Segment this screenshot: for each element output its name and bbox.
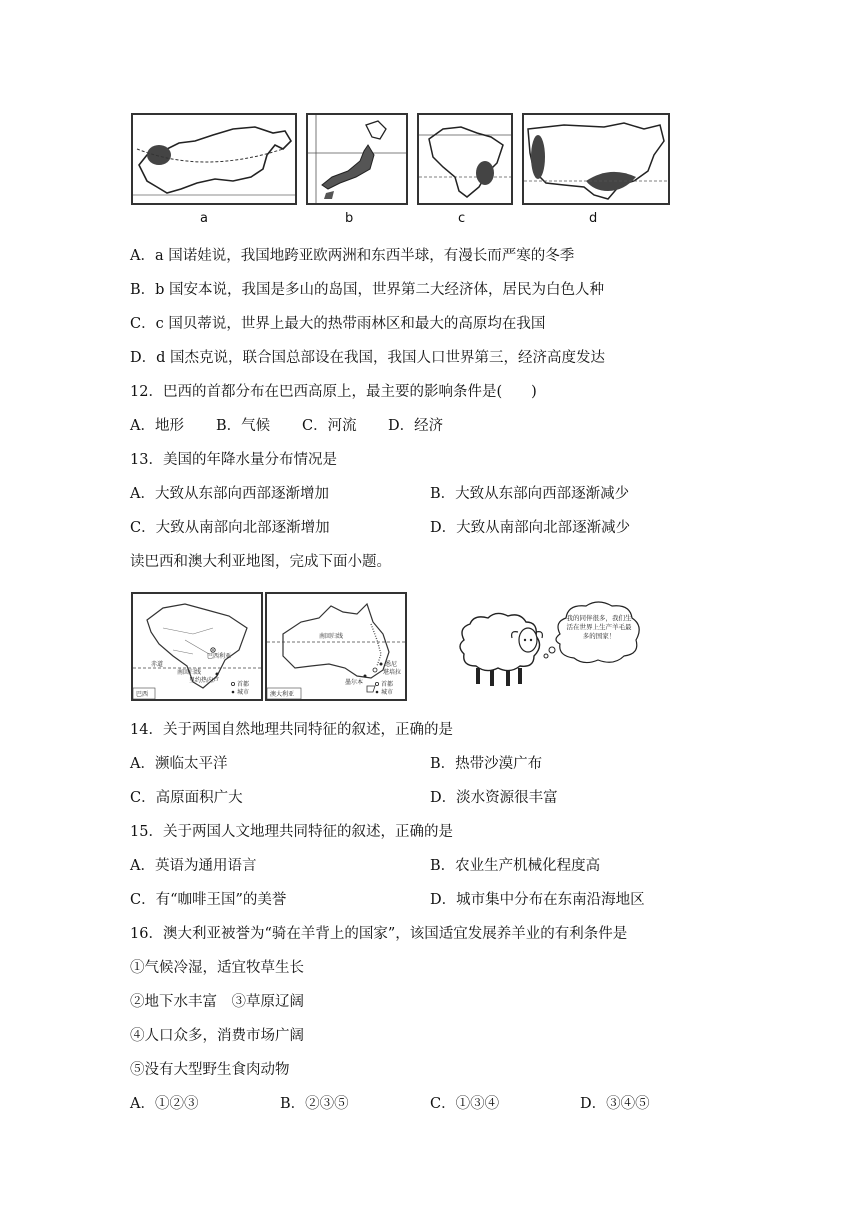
q13-stem: 13．美国的年降水量分布情况是 (130, 452, 337, 468)
q12-stem: 12．巴西的首都分布在巴西高原上，最主要的影响条件是( ) (130, 384, 537, 400)
australia-map-name: 澳大利亚 (270, 691, 295, 698)
australia-label-canberra: 堪培拉 (383, 669, 402, 676)
australia-detail-figure (267, 594, 405, 699)
japan-map-figure (308, 115, 406, 203)
q13-option-a: A．大致从东部向西部逐渐增加 (130, 486, 329, 502)
q15-option-c: C．有“咖啡王国”的美誉 (130, 892, 287, 908)
q11-option-c: C．c 国贝蒂说，世界上最大的热带雨林区和最大的高原均在我国 (130, 316, 546, 332)
map-d-usa (522, 113, 670, 205)
brazil-detail-figure (133, 594, 261, 699)
q12-option-a: A．地形 (130, 418, 184, 434)
map-b-japan (306, 113, 408, 205)
australia-label-sydney: 悉尼 (385, 661, 398, 668)
q11-option-a: A．a 国诺娃说，我国地跨亚欧两洲和东西半球，有漫长而严寒的冬季 (130, 248, 575, 264)
q16-option-a: A．①②③ (130, 1096, 199, 1112)
russia-map-figure (133, 115, 295, 203)
q16-item-1: ①气候冷湿，适宜牧草生长 (130, 960, 304, 976)
q14-option-d: D．淡水资源很丰富 (430, 790, 558, 806)
q14-option-c: C．高原面积广大 (130, 790, 243, 806)
q13-option-b: B．大致从东部向西部逐渐减少 (430, 486, 630, 502)
map-label-a: a (200, 211, 208, 226)
usa-map-figure (524, 115, 668, 203)
q16-item-4: ④人口众多，消费市场广阔 (130, 1028, 304, 1044)
brazil-label-capital: 巴西利亚 (207, 653, 232, 660)
q11-option-d: D．d 国杰克说，联合国总部设在我国，我国人口世界第三，经济高度发达 (130, 350, 606, 366)
q14-stem: 14．关于两国自然地理共同特征的叙述，正确的是 (130, 722, 453, 738)
q15-option-d: D．城市集中分布在东南沿海地区 (430, 892, 645, 908)
sheep-illustration (448, 596, 648, 696)
section-intro: 读巴西和澳大利亚地图，完成下面小题。 (130, 554, 391, 570)
q12-option-c: C．河流 (302, 418, 357, 434)
australia-legend-city: 城市 (381, 689, 394, 696)
q15-stem: 15．关于两国人文地理共同特征的叙述，正确的是 (130, 824, 453, 840)
map-c-brazil (417, 113, 513, 205)
australia-legend-capital: 首都 (381, 681, 394, 688)
q12-option-b: B．气候 (216, 418, 271, 434)
q16-option-b: B．②③⑤ (280, 1096, 349, 1112)
map-label-c: c (458, 211, 466, 226)
brazil-detail-map (131, 592, 263, 701)
australia-detail-map (265, 592, 407, 701)
sheep-cartoon (448, 596, 648, 696)
map-label-b: b (345, 211, 354, 226)
q13-option-d: D．大致从南部向北部逐渐减少 (430, 520, 631, 536)
q16-option-c: C．①③④ (430, 1096, 500, 1112)
q15-option-b: B．农业生产机械化程度高 (430, 858, 601, 874)
brazil-legend-capital: 首都 (237, 681, 250, 688)
q14-option-a: A．濒临太平洋 (130, 756, 228, 772)
q16-item-2-3: ②地下水丰富 ③草原辽阔 (130, 994, 304, 1010)
brazil-legend-city: 城市 (237, 689, 250, 696)
q15-option-a: A．英语为通用语言 (130, 858, 257, 874)
q16-stem: 16．澳大利亚被誉为“骑在羊背上的国家”，该国适宜发展养羊业的有利条件是 (130, 926, 628, 942)
brazil-label-tropic: 南回归线 (177, 669, 202, 676)
sheep-thought-bubble-text: 我的同伴很多，我们生活在世界上生产羊毛最多的国家！ (566, 614, 632, 640)
q16-option-d: D．③④⑤ (580, 1096, 650, 1112)
q14-option-b: B．热带沙漠广布 (430, 756, 543, 772)
brazil-label-equator: 赤道 (151, 661, 164, 668)
q16-item-5: ⑤没有大型野生食肉动物 (130, 1062, 290, 1078)
q13-option-c: C．大致从南部向北部逐渐增加 (130, 520, 330, 536)
brazil-map-name: 巴西 (136, 691, 149, 698)
map-label-d: d (589, 211, 598, 226)
brazil-map-figure (419, 115, 511, 203)
australia-label-tropic: 南回归线 (319, 633, 344, 640)
map-a-russia (131, 113, 297, 205)
q12-option-d: D．经济 (388, 418, 444, 434)
q11-option-b: B．b 国安本说，我国是多山的岛国，世界第二大经济体，居民为白色人种 (130, 282, 605, 298)
australia-label-melbourne: 墨尔本 (345, 679, 364, 686)
brazil-label-rio: 里约热内卢 (189, 677, 220, 684)
